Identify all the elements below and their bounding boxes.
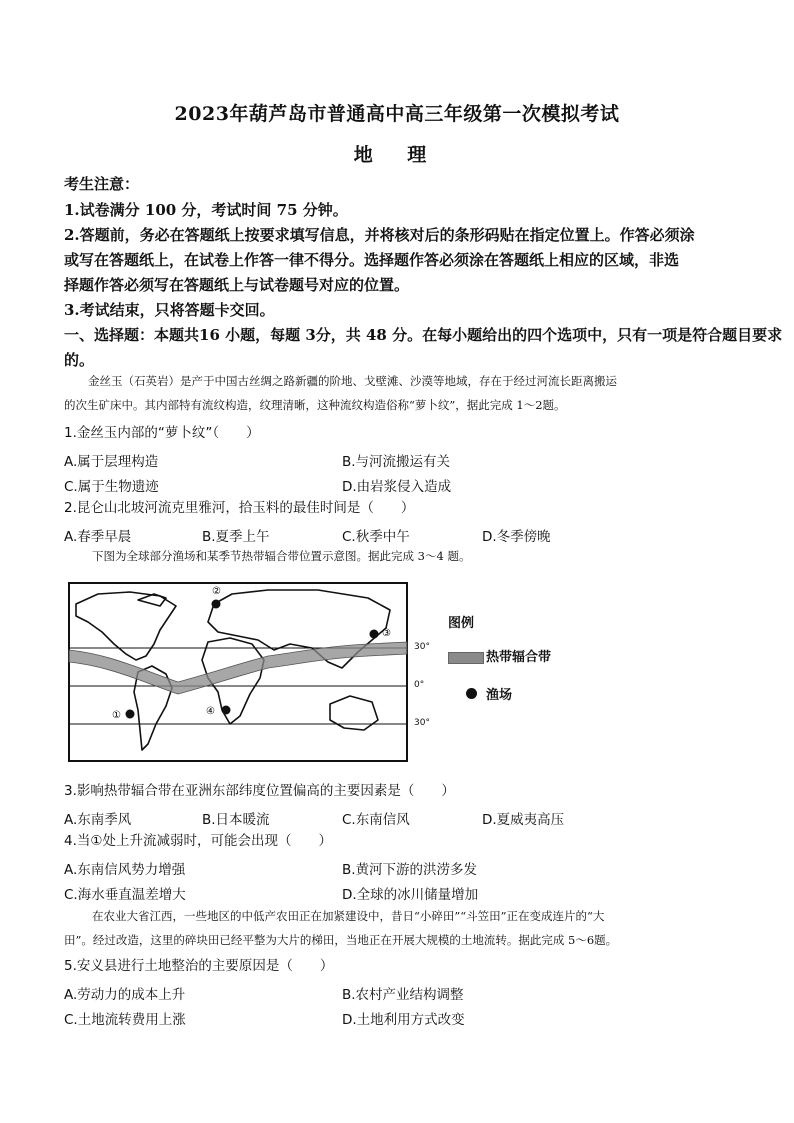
notice-item-2-line-2: 或写在答题纸上，在试卷上作答一律不得分。选择题作答必须涂在答题纸上相应的区域，非选 <box>64 251 680 269</box>
question-2-option-c: C.秋季中午 <box>342 529 410 545</box>
passage-1-line-1: 金丝玉（石英岩）是产于中国古丝绸之路新疆的阶地、戈壁滩、沙漠等地域，存在于经过河流长距离搬运 <box>88 374 617 388</box>
legend-fishery-label: 渔场 <box>486 688 513 703</box>
latitude-label-30n: 30° <box>414 642 430 652</box>
question-2-stem: 2.昆仑山北坡河流克里雅河，拾玉料的最佳时间是（ ） <box>64 500 415 516</box>
notice-item-2-line-3: 择题作答必须写在答题纸上与试卷题号对应的位置。 <box>64 276 410 294</box>
north-america-outline <box>76 592 176 660</box>
section-1-instructions-line-2: 的。 <box>64 351 95 369</box>
notice-item-1: 1.试卷满分 100 分，考试时间 75 分钟。 <box>64 201 348 219</box>
question-5-stem: 5.安义县进行土地整治的主要原因是（ ） <box>64 958 334 974</box>
question-4-option-c: C.海水垂直温差增大 <box>64 887 186 903</box>
question-2-option-a: A.春季早晨 <box>64 529 132 545</box>
exam-title: 2023年葫芦岛市普通高中高三年级第一次模拟考试 <box>174 103 620 125</box>
question-1-option-d: D.由岩浆侵入造成 <box>342 479 452 495</box>
question-3-option-b: B.日本暖流 <box>202 812 270 828</box>
legend-itcz-label: 热带辐合带 <box>486 650 552 665</box>
question-3-option-a: A.东南季风 <box>64 812 132 828</box>
question-1-option-b: B.与河流搬运有关 <box>342 454 451 470</box>
question-4-stem: 4.当①处上升流减弱时，可能会出现（ ） <box>64 833 332 849</box>
fishery-dot-2 <box>212 600 221 609</box>
question-5-option-b: B.农村产业结构调整 <box>342 987 464 1003</box>
passage-2-line-1: 下图为全球部分渔场和某季节热带辐合带位置示意图。据此完成 3～4 题。 <box>92 549 471 563</box>
question-4-option-b: B.黄河下游的洪涝多发 <box>342 862 478 878</box>
legend-title: 图例 <box>448 616 475 631</box>
fishery-label-3: ③ <box>382 628 391 639</box>
question-2-option-b: B.夏季上午 <box>202 529 270 545</box>
question-3-option-c: C.东南信风 <box>342 812 410 828</box>
latitude-label-0: 0° <box>414 680 425 690</box>
notice-item-2-line-1: 2.答题前，务必在答题纸上按要求填写信息，并将核对后的条形码贴在指定位置上。作答必须涂 <box>64 226 695 244</box>
passage-3-line-2: 田”。经过改造，这里的碎块田已经平整为大片的梯田，当地正在开展大规模的土地流转。据此完成 5～6题。 <box>64 933 618 947</box>
fishery-dot-1 <box>126 710 135 719</box>
fishery-dot-3 <box>370 630 379 639</box>
question-5-option-a: A.劳动力的成本上升 <box>64 987 186 1003</box>
question-1-option-a: A.属于层理构造 <box>64 454 159 470</box>
notice-heading: 考生注意： <box>64 175 140 193</box>
section-1-instructions-line-1: 一、选择题：本题共16 小题，每题 3分，共 48 分。在每小题给出的四个选项中，只有一项是符合题目要求 <box>64 326 783 344</box>
australia-outline <box>330 696 378 730</box>
question-3-option-d: D.夏威夷高压 <box>482 812 565 828</box>
question-3-stem: 3.影响热带辐合带在亚洲东部纬度位置偏高的主要因素是（ ） <box>64 783 455 799</box>
fishery-label-1: ① <box>112 710 121 721</box>
notice-item-3: 3.考试结束，只将答题卡交回。 <box>64 301 275 319</box>
question-4-option-d: D.全球的冰川储量增加 <box>342 887 479 903</box>
exam-subject: 地 理 <box>353 144 441 166</box>
latitude-label-30s: 30° <box>414 718 430 728</box>
legend-fishery-dot <box>466 688 477 699</box>
fishery-label-4: ④ <box>206 706 215 717</box>
fishery-dot-4 <box>222 706 231 715</box>
question-4-option-a: A.东南信风势力增强 <box>64 862 186 878</box>
world-map-figure <box>68 582 408 762</box>
greenland-outline <box>138 594 166 606</box>
fishery-label-2: ② <box>212 586 221 597</box>
question-5-option-c: C.土地流转费用上涨 <box>64 1012 186 1028</box>
passage-3-line-1: 在农业大省江西，一些地区的中低产农田正在加紧建设中，昔日“小碎田”“斗笠田”正在变成连片的“大 <box>92 909 605 923</box>
legend-itcz-swatch <box>448 652 484 664</box>
question-2-option-d: D.冬季傍晚 <box>482 529 551 545</box>
question-1-stem: 1.金丝玉内部的“萝卜纹”（ ） <box>64 425 260 441</box>
question-5-option-d: D.土地利用方式改变 <box>342 1012 465 1028</box>
passage-1-line-2: 的次生矿床中。其内部特有流纹构造，纹理清晰，这种流纹构造俗称“萝卜纹”，据此完成 1～2题。 <box>64 398 566 412</box>
question-1-option-c: C.属于生物遗迹 <box>64 479 159 495</box>
